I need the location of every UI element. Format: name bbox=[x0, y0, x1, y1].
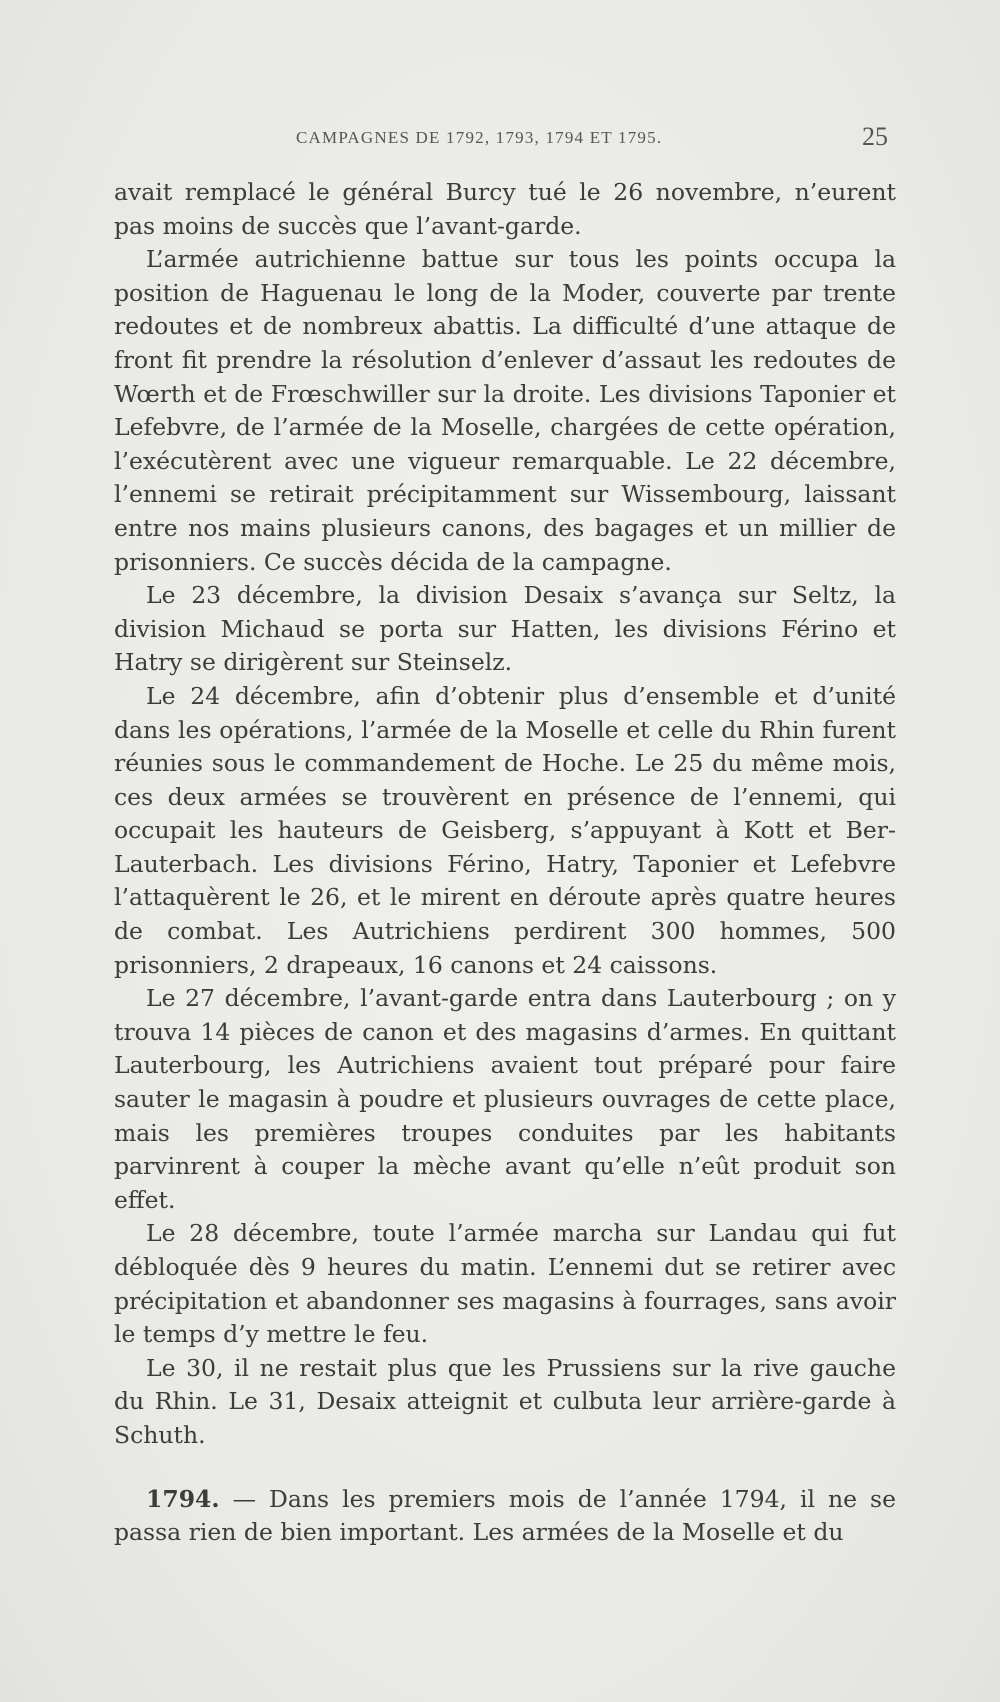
paragraph-24-december: Le 24 décembre, afin d’obtenir plus d’ensemble et d’unité dans les opérations, l’armée de la Moselle et celle du Rhin furent réunies sous le commandement de Hoche. Le 25 du même mois, ces deux armées se trouvèrent en présence de l’ennemi, qui occupait les hauteurs de Geisberg, s’appuyant à Kott et Ber-Lauterbach. Les divisions Férino, Hatry, Taponier et Lefebvre l’attaquèrent le 26, et le mirent en déroute après quatre heures de combat. Les Autrichiens perdirent 300 hommes, 500 prisonniers, 2 drapeaux, 16 canons et 24 caissons. bbox=[114, 681, 896, 979]
page-number: 25 bbox=[862, 122, 888, 151]
body-text bbox=[114, 176, 896, 1550]
running-head bbox=[0, 122, 1000, 152]
running-title: CAMPAGNES DE 1792, 1793, 1794 ET 1795. bbox=[296, 128, 663, 147]
section-year: 1794. bbox=[146, 1484, 220, 1513]
paragraph-austrian-army: L’armée autrichienne battue sur tous les points occupa la position de Haguenau le long de la Moder, couverte par trente redoutes et de nombreux abattis. La difficulté d’une attaque de front fit prendre la résolution d’enlever d’assaut les redoutes de Wœrth et de Frœschwiller sur la droite. Les divisions Taponier et Lefebvre, de l’armée de la Moselle, chargées de cette opération, l’exécutèrent avec une vigueur remarquable. Le 22 décembre, l’ennemi se retirait précipitamment sur Wissembourg, laissant entre nos mains plusieurs canons, des bagages et un millier de prisonniers. Ce succès décida de la campagne. bbox=[114, 245, 896, 576]
paragraph-27-december: Le 27 décembre, l’avant-garde entra dans Lauterbourg ; on y trouva 14 pièces de canon et des magasins d’armes. En quittant Lauterbourg, les Autrichiens avaient tout préparé pour faire sauter le magasin à poudre et plusieurs ouvrages de cette place, mais les premières troupes conduites par les habitants parvinrent à couper la mèche avant qu’elle n’eût produit son effet. bbox=[114, 984, 896, 1214]
paragraph-continuation: avait remplacé le général Burcy tué le 26 novembre, n’eurent pas moins de succès que l’avant-garde. bbox=[114, 178, 896, 240]
paragraph-30-december: Le 30, il ne restait plus que les Prussiens sur la rive gauche du Rhin. Le 31, Desaix atteignit et culbuta leur arrière-garde à Schuth. bbox=[114, 1353, 896, 1449]
paragraph-28-december: Le 28 décembre, toute l’armée marcha sur Landau qui fut débloquée dès 9 heures du matin. L’ennemi dut se retirer avec précipitation et abandonner ses magasins à fourrages, sans avoir le temps d’y mettre le feu. bbox=[114, 1219, 896, 1349]
section-1794 bbox=[114, 1483, 896, 1550]
section-text: — Dans les premiers mois de l’année 1794, il ne se passa rien de bien important. Les armées de la Moselle et du bbox=[114, 1484, 896, 1547]
paragraph-23-december: Le 23 décembre, la division Desaix s’avança sur Seltz, la division Michaud se porta sur Hatten, les divisions Férino et Hatry se dirigèrent sur Steinselz. bbox=[114, 581, 896, 677]
